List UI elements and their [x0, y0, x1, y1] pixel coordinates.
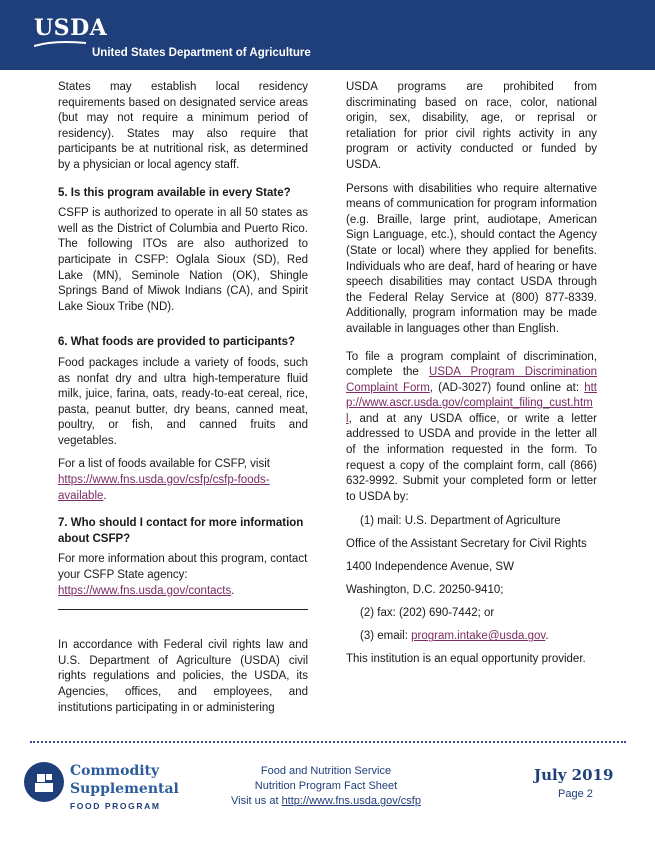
page-number: Page 2: [558, 788, 593, 800]
nondiscrimination-paragraph: USDA programs are prohibited from discriminating based on race, color, national origin, sex, disability, age, or reprisal or retaliation for prior civil rights activity in any program or activity conducted or funded by USDA.: [346, 81, 597, 171]
disabilities-paragraph: Persons with disabilities who require alternative means of communication for program information (e.g. Braille, large print, audiotape, American Sign Language, etc.), should contact the Agency (State or local) where they applied for benefits. Individuals who are deaf, hard of hearing or have speech disabilities may contact USDA through the Federal Relay Service at (800) 877-8339. Additionally, program information may be made available in languages other than English.: [346, 182, 597, 335]
equal-opportunity-line: This institution is an equal opportunity provider.: [346, 653, 586, 666]
csfp-logo-line1: Commodity: [70, 763, 160, 779]
question-7-heading: 7. Who should I contact for more information about CSFP?: [58, 517, 304, 545]
usda-logo: USDA: [34, 15, 108, 41]
csfp-logo-subtitle: FOOD PROGRAM: [70, 801, 161, 811]
page-header: [0, 0, 655, 70]
question-6-heading: 6. What foods are provided to participants?: [58, 336, 296, 349]
email-link[interactable]: program.intake@usda.gov: [411, 630, 546, 643]
footer-divider: [30, 741, 626, 743]
complaint-paragraph: To file a program complaint of discrimination, complete the USDA Program Discrimination Complaint Form, (AD-3027) found online at: http://www.ascr.usda.gov/complaint_filing_cust.html, and at any USDA office, or write a letter addressed to USDA and provide in the letter all of the information requested in the form. To request a copy of the complaint form, call (866) 632-9992. Submit your completed form or letter to USDA by:: [346, 350, 597, 503]
foods-list-paragraph: For a list of foods available for CSFP, visit https://www.fns.usda.gov/csfp/csfp-foods-available.: [58, 458, 270, 502]
city-line: Washington, D.C. 20250-9410;: [346, 584, 504, 597]
mail-line: (1) mail: U.S. Department of Agriculture: [360, 515, 561, 528]
foods-list-link[interactable]: https://www.fns.usda.gov/csfp/csfp-foods-available: [58, 474, 270, 502]
complaint-filing-link[interactable]: http://www.ascr.usda.gov/complaint_filing_cust.html: [346, 381, 597, 425]
residency-paragraph: States may establish local residency requirements based on designated service areas (but may not require a minimum period of residency). States may also require that participants be at nutritional risk, as determined by a physician or local agency staff.: [58, 81, 308, 171]
csfp-logo-icon: [24, 762, 64, 802]
office-line: Office of the Assistant Secretary for Civil Rights: [346, 538, 587, 551]
csfp-logo-line2: Supplemental: [70, 781, 179, 797]
csfp-logo: [18, 760, 188, 820]
contact-paragraph: For more information about this program, contact your CSFP State agency: https://www.fns.usda.gov/contacts.: [58, 553, 308, 597]
footer-date: July 2019: [534, 766, 614, 784]
right-column: [346, 80, 597, 674]
availability-paragraph: CSFP is authorized to operate in all 50 states as well as the District of Columbia and Puerto Rico. The following ITOs are also authorized to participate in CSFP: Oglala Sioux (SD), Red Lake (MN), Seminole Nation (OK), Shingle Springs Band of Miwok Indians (CA), and Spirit Lake Sioux Tribe (ND).: [58, 207, 308, 313]
fax-line: (2) fax: (202) 690-7442; or: [360, 607, 495, 620]
contacts-link[interactable]: https://www.fns.usda.gov/contacts: [58, 584, 232, 597]
complaint-form-link[interactable]: USDA Program Discrimination Complaint Form: [346, 366, 597, 394]
department-name: United States Department of Agriculture: [92, 47, 311, 59]
usda-swoosh-icon: [34, 40, 86, 48]
email-line: (3) email: program.intake@usda.gov.: [360, 630, 549, 643]
agency-name: Food and Nutrition Service: [260, 765, 392, 777]
civil-rights-paragraph: In accordance with Federal civil rights law and U.S. Department of Agriculture (USDA) civil rights regulations and policies, the USDA, its Agencies, offices, and employees, and institutions participating in or administering: [58, 639, 308, 714]
question-5-heading: 5. Is this program available in every State?: [58, 186, 291, 199]
csfp-website-link[interactable]: http://www.fns.usda.gov/csfp: [281, 795, 421, 807]
foods-paragraph: Food packages include a variety of foods, such as nonfat dry and ultra high-temperature fluid milk, juice, farina, oats, ready-to-eat cereal, rice, pasta, peanut butter, dry beans, canned meat, poultry, or fish, and canned fruits and vegetables.: [58, 356, 308, 447]
left-column: [58, 80, 308, 724]
fact-sheet-label: Nutrition Program Fact Sheet: [254, 780, 398, 792]
footer-info: Food and Nutrition Service Nutrition Program Fact Sheet Visit us at http://www.fns.usda.gov/csfp: [222, 764, 430, 809]
section-divider: [58, 609, 308, 610]
street-line: 1400 Independence Avenue, SW: [346, 561, 514, 574]
contact-methods: [346, 513, 597, 668]
